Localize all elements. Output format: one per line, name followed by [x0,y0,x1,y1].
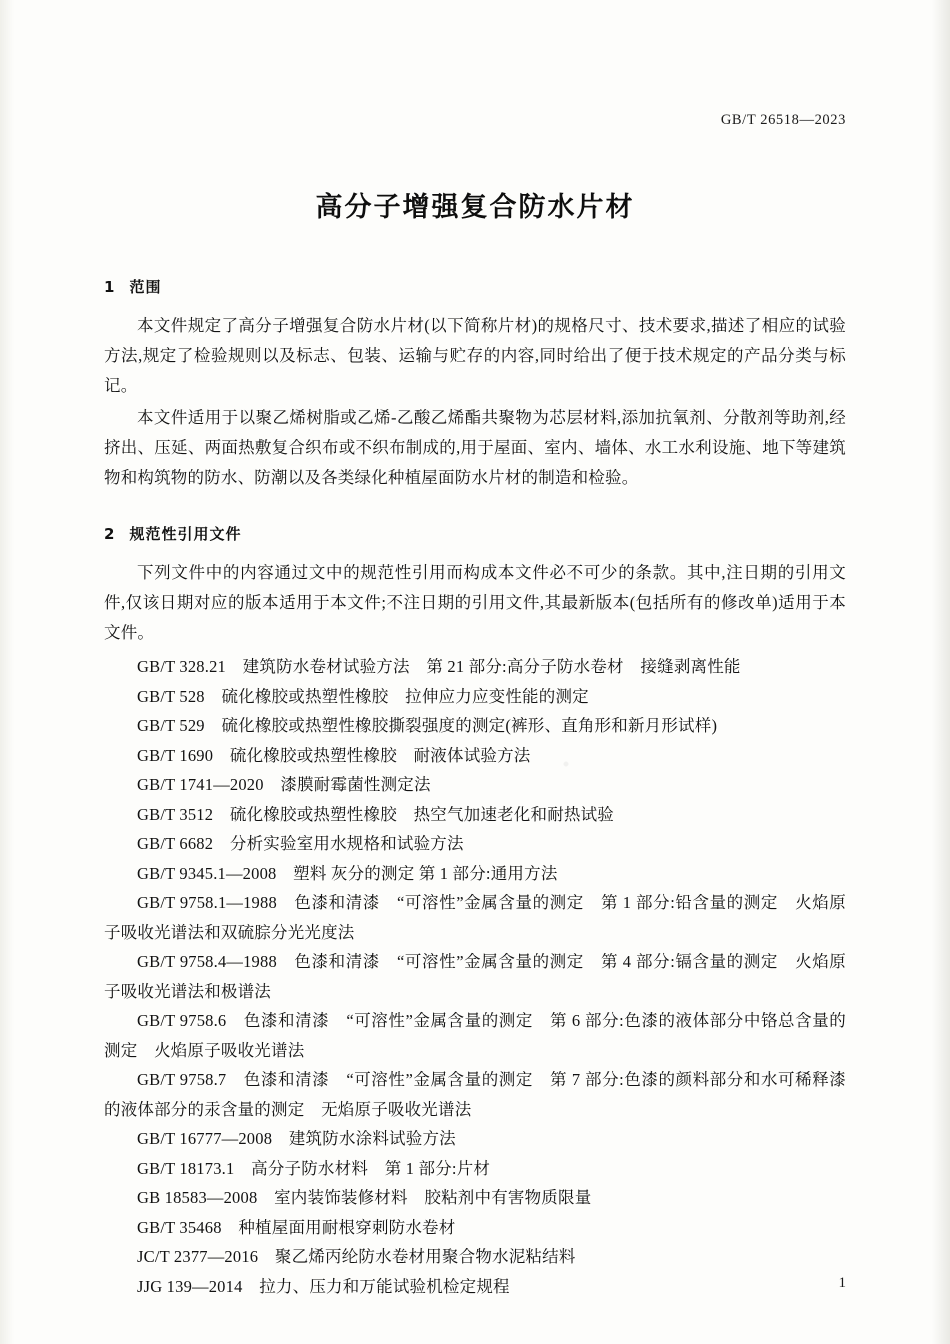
reference-item: GB/T 328.21 建筑防水卷材试验方法 第 21 部分:高分子防水卷材 接缝剥离性能 [137,657,741,676]
reference-item: GB/T 6682 分析实验室用水规格和试验方法 [137,834,464,853]
reference-item: GB/T 9758.4—1988 色漆和清漆 “可溶性”金属含量的测定 第 4 部分:镉含量的测定 火焰原子吸收光谱法和极谱法 [104,952,846,1001]
reference-item: JJG 139—2014 拉力、压力和万能试验机检定规程 [137,1276,510,1296]
reference-item: GB/T 529 硫化橡胶或热塑性橡胶撕裂强度的测定(裤形、直角形和新月形试样) [137,716,718,735]
reference-item: GB/T 1690 硫化橡胶或热塑性橡胶 耐液体试验方法 [137,745,531,765]
reference-item: GB/T 9758.1—1988 色漆和清漆 “可溶性”金属含量的测定 第 1 部分:铅含量的测定 火焰原子吸收光谱法和双硫腙分光光度法 [104,893,846,942]
reference-item: GB/T 18173.1 高分子防水材料 第 1 部分:片材 [137,1158,491,1178]
reference-item: GB/T 16777—2008 建筑防水涂料试验方法 [137,1129,456,1148]
reference-item: GB/T 1741—2020 漆膜耐霉菌性测定法 [137,775,431,794]
section-2-number: 2 [104,525,116,543]
page-right-edge-shadow [932,0,950,1344]
section-2-title: 规范性引用文件 [129,525,242,543]
section-normative-references [104,523,846,1301]
reference-item: GB/T 9758.7 色漆和清漆 “可溶性”金属含量的测定 第 7 部分:色漆的颜料部分和水可稀释漆的液体部分的汞含量的测定 无焰原子吸收光谱法 [104,1070,846,1119]
section-1-title: 范围 [129,278,162,296]
reference-item: GB/T 35468 种植屋面用耐根穿刺防水卷材 [137,1217,456,1237]
page-content [104,112,846,1309]
reference-item: GB/T 9345.1—2008 塑料 灰分的测定 第 1 部分:通用方法 [137,863,558,883]
reference-item: GB/T 3512 硫化橡胶或热塑性橡胶 热空气加速老化和耐热试验 [137,804,615,824]
section-1-paragraph-1: 本文件规定了高分子增强复合防水片材(以下简称片材)的规格尺寸、技术要求,描述了相应的试验方法,规定了检验规则以及标志、包装、运输与贮存的内容,同时给出了便于技术规定的产品分类与标记。 [104,316,846,395]
reference-item: GB 18583—2008 室内装饰装修材料 胶粘剂中有害物质限量 [137,1188,592,1207]
section-scope [104,276,846,493]
reference-item: JC/T 2377—2016 聚乙烯丙纶防水卷材用聚合物水泥粘结料 [137,1247,576,1266]
page-left-edge-shadow [0,0,14,1344]
reference-item: GB/T 528 硫化橡胶或热塑性橡胶 拉伸应力应变性能的测定 [137,686,589,706]
section-1-paragraph-2: 本文件适用于以聚乙烯树脂或乙烯-乙酸乙烯酯共聚物为芯层材料,添加抗氧剂、分散剂等助剂,经挤出、压延、两面热敷复合织布或不织布制成的,用于屋面、室内、墙体、水工水利设施、地下等建筑物和构筑物的防水、防潮以及各类绿化种植屋面防水片材的制造和检验。 [104,408,846,487]
page-number: 1 [838,1275,846,1291]
section-2-heading [104,523,846,544]
section-1-heading [104,276,846,297]
section-1-number: 1 [104,278,116,296]
page-header [104,112,846,129]
normative-reference-list [104,652,846,1301]
section-2-paragraph-1: 下列文件中的内容通过文中的规范性引用而构成本文件必不可少的条款。其中,注日期的引用文件,仅该日期对应的版本适用于本文件;不注日期的引用文件,其最新版本(包括所有的修改单)适用于本文件。 [104,563,846,642]
standard-code: GB/T 26518—2023 [720,112,846,128]
page-title: 高分子增强复合防水片材 [315,192,635,223]
reference-item: GB/T 9758.6 色漆和清漆 “可溶性”金属含量的测定 第 6 部分:色漆的液体部分中铬总含量的测定 火焰原子吸收光谱法 [104,1011,846,1060]
